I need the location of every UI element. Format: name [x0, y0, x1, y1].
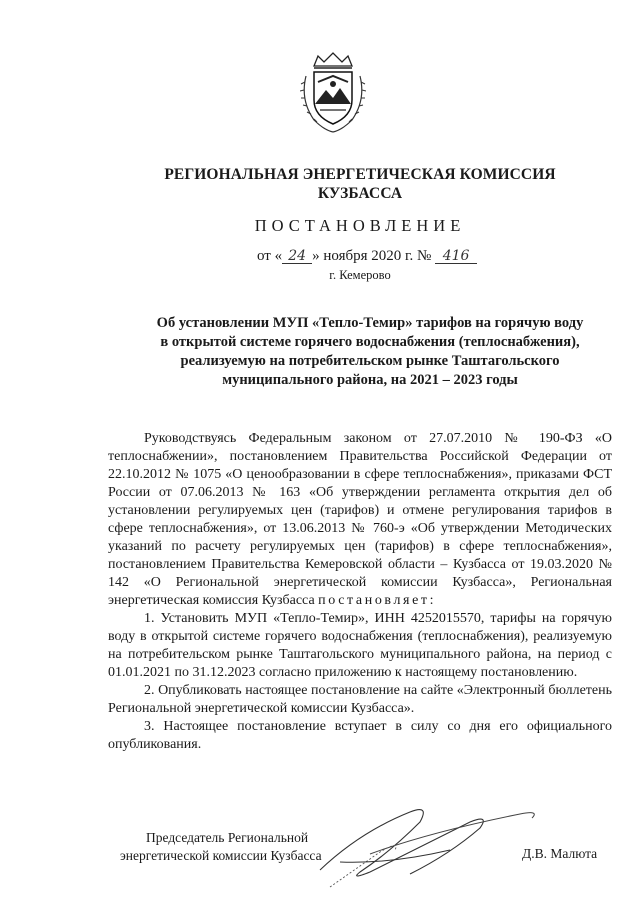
document-body: [108, 430, 612, 754]
date-prefix: от «: [257, 248, 283, 264]
title-line: в открытой системе горячего водоснабжения (теплоснабжения),: [160, 334, 580, 350]
title-line: Об установлении МУП «Тепло-Темир» тарифов на горячую воду: [156, 315, 584, 331]
title-line: реализуемую на потребительском рынке Таштагольского: [180, 353, 560, 369]
signatory-position-line1: Председатель Региональной: [146, 830, 309, 845]
decree-word: постановляет:: [318, 593, 437, 608]
title-line: муниципального района, на 2021 – 2023 годы: [222, 372, 518, 388]
document-city: г. Кемерово: [329, 268, 391, 282]
document-number-handwritten: 416: [442, 248, 470, 264]
signatory-position: [120, 829, 322, 865]
preamble-paragraph: [108, 430, 612, 610]
organization-name-line2: КУЗБАССА: [317, 185, 403, 202]
item-3-paragraph: 3. Настоящее постановление вступает в силу со дня его официального опубликования.: [108, 719, 612, 752]
signatory-name: Д.В. Малюта: [522, 846, 598, 861]
signatory-position-line2: энергетической комиссии Кузбасса: [120, 848, 322, 863]
item-2-paragraph: 2. Опубликовать настоящее постановление на сайте «Электронный бюллетень Региональной энергетической комиссии Кузбасса».: [108, 683, 612, 716]
document-title: [100, 314, 640, 390]
preamble-text: Руководствуясь Федеральным законом от 27.07.2010 № 190-ФЗ «О теплоснабжении», постановлением Правительства Российской Федерации от 22.10.2012 № 1075 «О ценообразовании в сфере теплоснабжения», приказами ФСТ России от 07.06.2013 № 163 «Об утверждении регламента открытия дел об установлении регулируемых цен (тарифов) и отмене регулирования тарифов в сфере теплоснабжения», от 13.06.2013 № 760-э «Об утверждении Методических указаний по расчету регулируемых цен (тарифов) в сфере теплоснабжения», постановлением Правительства Кемеровской области – Кузбасса от 19.03.2020 № 142 «О Региональной энергетической комиссии Кузбасса», Региональная энергетическая комиссия Кузбасса: [108, 431, 612, 608]
item-1-paragraph: 1. Установить МУП «Тепло-Темир», ИНН 4252015570, тарифы на горячую воду в открытой системе горячего водоснабжения (теплоснабжения), реализуемую на потребительском рынке Таштагольского муниципального района, на период с 01.01.2021 по 31.12.2023 согласно приложению к настоящему постановлению.: [108, 611, 612, 680]
kuzbass-coat-of-arms-icon: [300, 52, 366, 134]
handwritten-signature: [300, 792, 560, 892]
date-month-year: » ноября 2020 г. №: [312, 248, 432, 264]
organization-name-line1: РЕГИОНАЛЬНАЯ ЭНЕРГЕТИЧЕСКАЯ КОМИССИЯ: [164, 166, 556, 183]
document-type: ПОСТАНОВЛЕНИЕ: [254, 216, 466, 235]
document-date-line: [257, 248, 477, 265]
date-day-handwritten: 24: [288, 248, 307, 264]
